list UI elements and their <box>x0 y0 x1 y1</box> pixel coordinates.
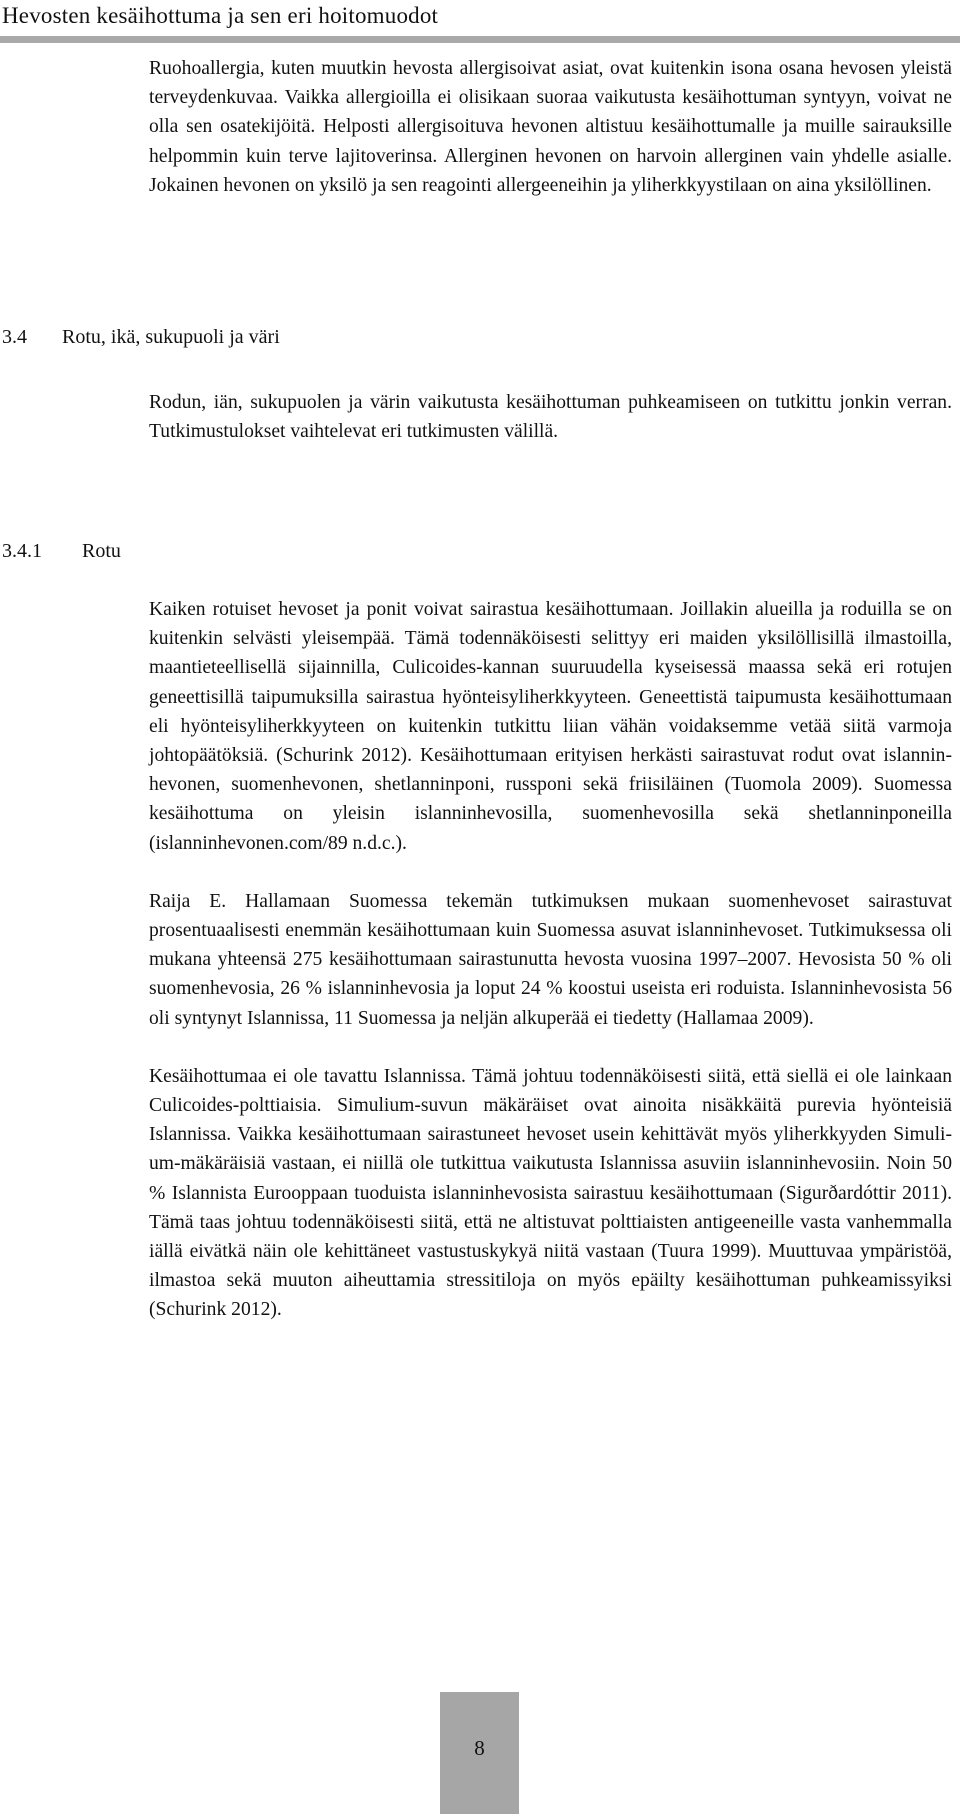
subsection-3-4-1-text-block <box>149 595 952 1325</box>
subsection-number: 3.4.1 <box>2 540 42 562</box>
section-number: 3.4 <box>2 326 27 348</box>
document-title: Hevosten kesäihottuma ja sen eri hoitomuodot <box>2 3 439 28</box>
intro-text-block <box>149 54 952 200</box>
section-3-4-paragraph: Rodun, iän, sukupuolen ja värin vaikutusta kesäihottuman puhkeamiseen on tutkittu jonkin verran. Tutkimustulokset vaihtelevat eri tutkimusten välillä. <box>149 392 952 443</box>
paragraph-iceland: Kesäihottumaa ei ole tavattu Islannissa. Tämä johtuu todennäköisesti siitä, että siellä ei ole lainkaan Culicoides-polttiaisia. Simulium-suvun mäkäräiset ovat ainoita nisäkkäitä purevia hyönteisiä Islannissa. Vaikka kesäihottumaan sairastuneet hevoset usein kehittävät myös yliherkkyyden Simulium-mäkäräisiä vastaan, ei niillä ole tutkittua vaikutusta Islannissa asuviin islanninhevosiin. Noin 50 % Islannista Eurooppaan tuoduista islanninhevosista sairastuu kesäihottumaan (Sigurðardóttir 2011). Tämä taas johtuu todennäköisesti siitä, että ne altistuvat polttiaisten antigeeneille vasta vanhemmalla iällä eivätkä näin ole kehittäneet vastustuskykyä niitä vastaan (Tuura 1999). Muuttuvaa ympäristöä, ilmastoa sekä muuton aiheuttamia stressitiloja on myös epäilty kesäihottuman puhkeamissyiksi (Schurink 2012). <box>149 1065 952 1321</box>
paragraph-breeds: Kaiken rotuiset hevoset ja ponit voivat sairastua kesäihottumaan. Joillakin alueilla ja roduilla se on kuitenkin selvästi yleisempää. Tämä todennäköisesti selittyy eri maiden yksilöllisillä ilmastoilla, maantieteellisellä sijainnilla, Culicoides-kannan suuruudella kyseisessä maassa sekä eri rotujen geneettisillä taipumuksilla sairastua hyönteisyliherkkyyteen. Geneettistä taipumusta kesäihottumaan eli hyönteisyliherkkyyteen on kuitenkin tutkittu liian vähän voidaksemme vetää siitä varmoja johtopäätöksiä. (Schurink 2012). Kesäihottumaan erityisen herkästi sairastuvat rodut ovat islanninhevonen, suomenhevonen, shetlanninponi, russponi sekä friisiläinen (Tuomola 2009). Suomessa kesäihottuma on yleisin islanninhevosilla, suomenhevosilla sekä shetlanninponeilla (islanninhevonen.com/89 n.d.c.). <box>149 599 952 854</box>
section-3-4-text-block <box>149 388 952 446</box>
page-number: 8 <box>474 1736 485 1760</box>
subsection-title: Rotu <box>82 540 121 562</box>
intro-paragraph: Ruohoallergia, kuten muutkin hevosta allergisoivat asiat, ovat kuitenkin isona osana hevosen yleistä terveydenkuvaa. Vaikka allergioilla ei olisikaan suoraa vaikutusta kesäihottuman syntyyn, voivat ne olla sen osatekijöitä. Helposti allergisoituva hevonen altistuu kesäihottumalle ja muille sairauksille helpommin kuin terve lajitoverinsa. Allerginen hevonen on harvoin allerginen vain yhdelle asialle. Jokainen hevonen on yksilö ja sen reagointi allergeeneihin ja yliherkkyystilaan on aina yksilöllinen. <box>149 58 952 196</box>
section-title: Rotu, ikä, sukupuoli ja väri <box>62 326 280 348</box>
page-number-box <box>440 1692 519 1814</box>
running-header <box>0 0 960 43</box>
paragraph-hallamaa-study: Raija E. Hallamaan Suomessa tekemän tutkimuksen mukaan suomenhevoset sairastuvat prosentuaalisesti enemmän kesäihottumaan kuin Suomessa asuvat islanninhevoset. Tutkimuksessa oli mukana yhteensä 275 kesäihottumaan sairastunutta hevosta vuosina 1997–2007. Hevosista 50 % oli suomenhevosia, 26 % islanninhevosia ja loput 24 % koostui useista eri roduista. Islanninhevosista 56 oli syntynyt Islannissa, 11 Suomessa ja neljän alkuperää ei tiedetty (Hallamaa 2009). <box>149 890 952 1029</box>
